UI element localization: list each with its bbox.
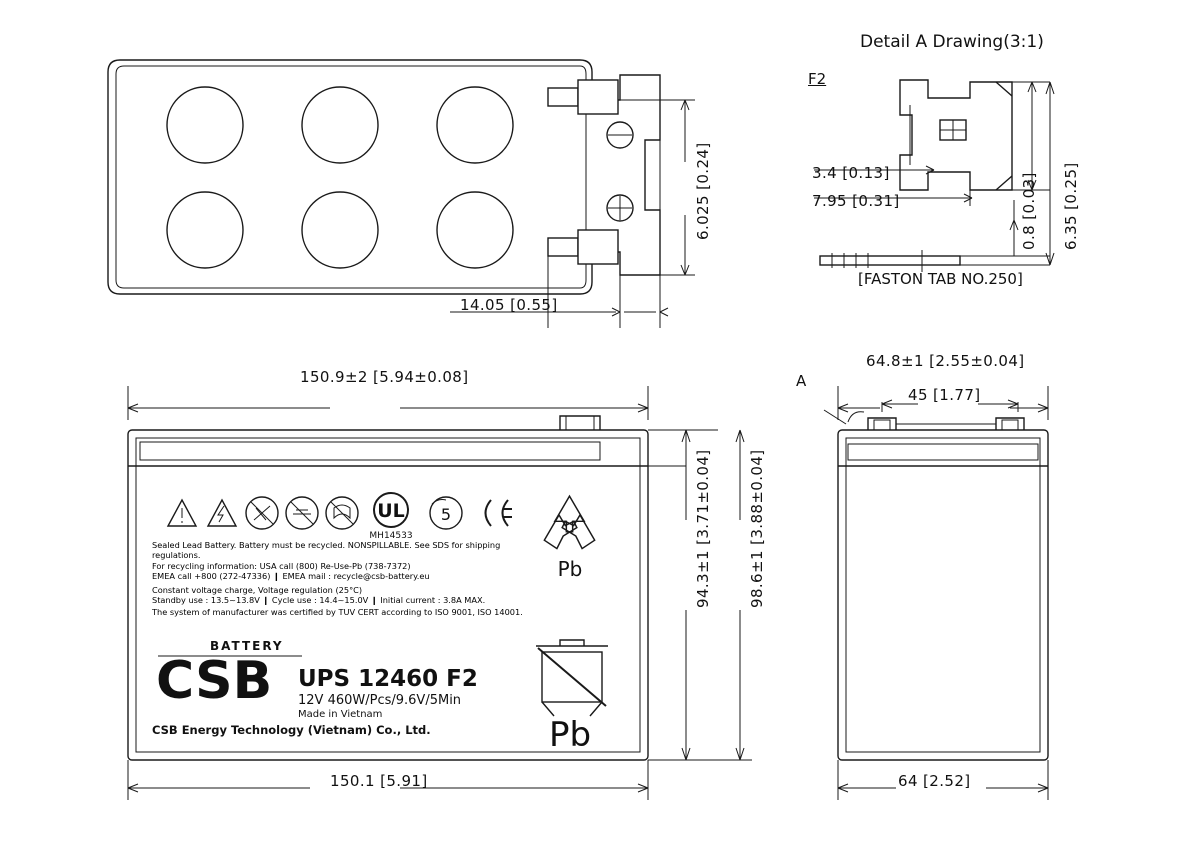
company-name: CSB Energy Technology (Vietnam) Co., Ltd.: [152, 723, 431, 737]
detail-dim-0-8: 0.8 [0.03]: [1020, 172, 1038, 250]
detail-drawing-title: Detail A Drawing(3:1): [860, 32, 1044, 52]
front-outer-height-dim: 98.6±1 [3.88±0.04]: [748, 449, 766, 608]
faston-tab-note: [FASTON TAB NO.250]: [858, 270, 1023, 288]
top-view-tab-offset-dim: 14.05 [0.55]: [460, 296, 558, 314]
top-view-drawing: [100, 40, 720, 340]
svg-text:MH14533: MH14533: [369, 531, 413, 541]
warning-line-5: Standby use : 13.5~13.8V ❙ Cycle use : 14.4~15.0V ❙ Initial current : 3.8A MAX.: [152, 595, 486, 606]
warning-line-4: Constant voltage charge, Voltage regulation (25°C): [152, 584, 363, 595]
detail-dim-3-4: 3.4 [0.13]: [812, 164, 890, 182]
top-view-height-dim: 6.025 [0.24]: [694, 142, 712, 240]
battery-origin: Made in Vietnam: [298, 709, 383, 720]
warning-line-1: Sealed Lead Battery. Battery must be recycled. NONSPILLABLE. See SDS for shipping regulations.: [152, 540, 501, 561]
front-bottom-width-dim: 150.1 [5.91]: [330, 772, 428, 790]
detail-f2-label: F2: [808, 70, 827, 88]
detail-a-marker: A: [796, 372, 807, 390]
svg-text:Pb: Pb: [557, 557, 583, 581]
front-inner-height-dim: 94.3±1 [3.71±0.04]: [694, 449, 712, 608]
warning-line-3: EMEA call +800 (272-47336) ❙ EMEA mail : recycle@csb-battery.eu: [152, 571, 430, 582]
svg-text:5: 5: [440, 505, 452, 524]
csb-brand-block: [150, 636, 310, 706]
svg-text:UL: UL: [377, 500, 405, 522]
detail-dim-6-35: 6.35 [0.25]: [1062, 162, 1080, 250]
detail-dim-7-95: 7.95 [0.31]: [812, 192, 900, 210]
svg-text:BATTERY: BATTERY: [210, 639, 284, 653]
side-view-drawing: [800, 360, 1100, 810]
front-top-width-dim: 150.9±2 [5.94±0.08]: [300, 368, 469, 386]
battery-label-artwork: [146, 488, 626, 748]
label-warning-text: [152, 540, 532, 618]
battery-spec: 12V 460W/Pcs/9.6V/5Min: [298, 693, 462, 708]
warning-line-2: For recycling information: USA call (800) Re-Use-Pb (738-7372): [152, 560, 411, 571]
side-bottom-width-dim: 64 [2.52]: [898, 772, 971, 790]
battery-model: UPS 12460 F2: [298, 666, 478, 692]
warning-line-6: The system of manufacturer was certified by TUV CERT according to ISO 9001, ISO 14001.: [152, 607, 523, 618]
svg-text:CSB: CSB: [156, 651, 273, 706]
side-inner-width-dim: 45 [1.77]: [908, 386, 981, 404]
side-top-width-dim: 64.8±1 [2.55±0.04]: [866, 352, 1025, 370]
svg-text:Pb: Pb: [548, 715, 592, 748]
